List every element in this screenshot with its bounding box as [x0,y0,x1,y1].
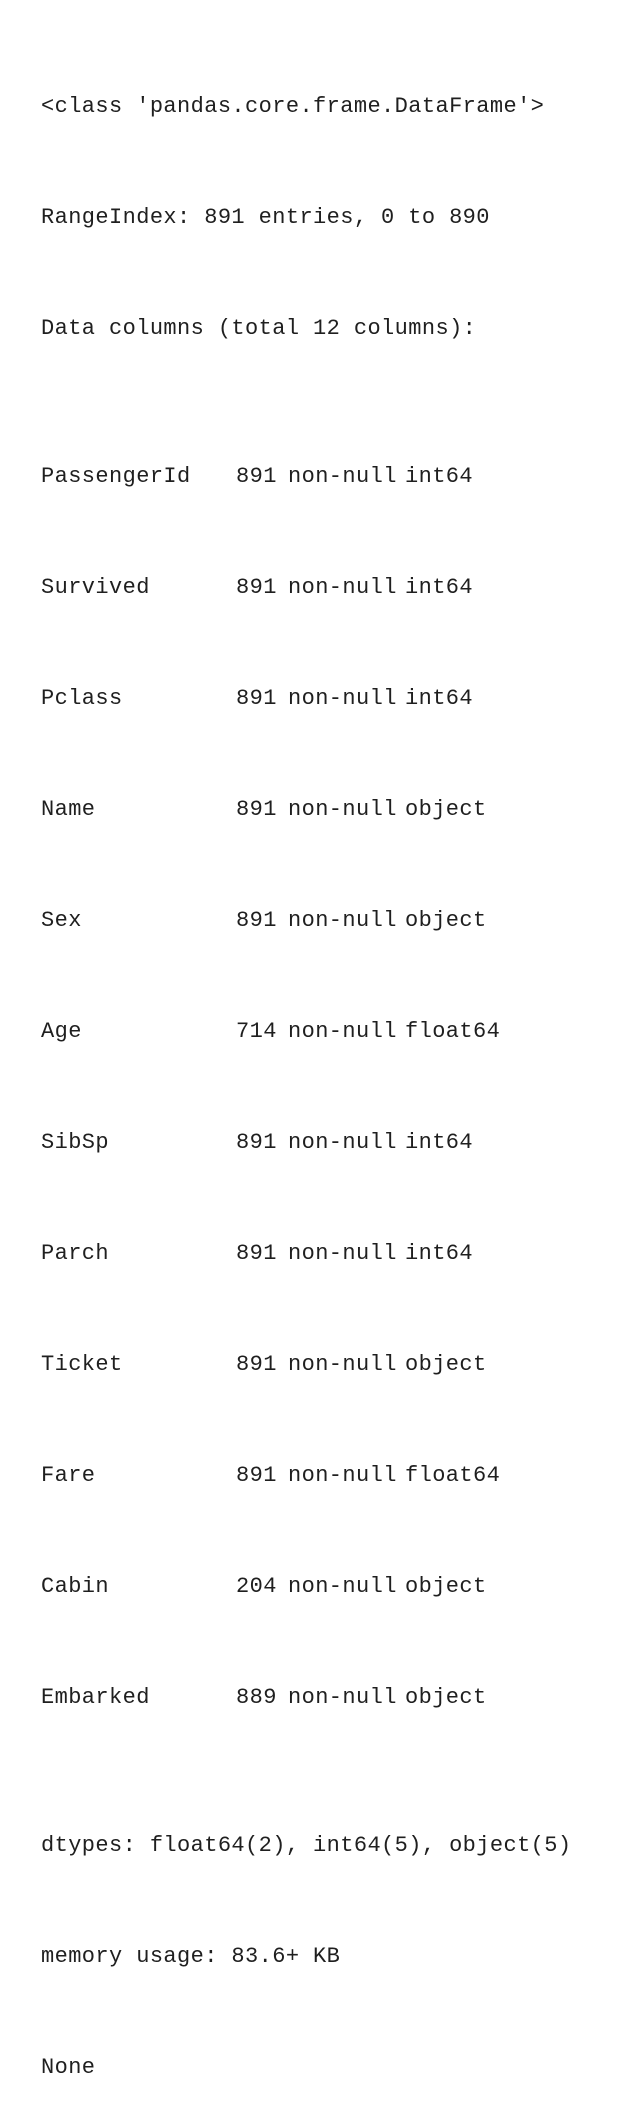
column-count: 714 [236,1019,277,1044]
column-name: Sex [41,908,82,933]
column-nullity: non-null [288,797,397,822]
column-nullity: non-null [288,1574,397,1599]
column-row [41,458,571,495]
column-row [41,902,571,939]
column-count: 891 [236,464,277,489]
column-name: Embarked [41,1685,150,1710]
column-row [41,1346,571,1383]
column-count: 891 [236,686,277,711]
column-count: 891 [236,1463,277,1488]
column-name: Age [41,1019,82,1044]
column-count: 891 [236,1130,277,1155]
column-row [41,791,571,828]
column-row [41,1235,571,1272]
column-dtype: float64 [405,1463,501,1488]
column-row [41,1013,571,1050]
column-nullity: non-null [288,1241,397,1266]
dtypes-summary-line: dtypes: float64(2), int64(5), object(5) [41,1833,572,1858]
column-count: 891 [236,1241,277,1266]
column-name: Parch [41,1241,110,1266]
column-name: Cabin [41,1574,110,1599]
column-nullity: non-null [288,908,397,933]
column-count: 891 [236,797,277,822]
column-name: Fare [41,1463,96,1488]
return-value-line: None [41,2055,96,2080]
column-dtype: float64 [405,1019,501,1044]
memory-usage-line: memory usage: 83.6+ KB [41,1944,341,1969]
column-name: SibSp [41,1130,110,1155]
data-columns-line: Data columns (total 12 columns): [41,316,477,341]
column-dtype: object [405,1685,487,1710]
column-nullity: non-null [288,575,397,600]
column-dtype: object [405,1574,487,1599]
column-count: 891 [236,908,277,933]
column-count: 891 [236,1352,277,1377]
column-count: 204 [236,1574,277,1599]
column-dtype: int64 [405,575,474,600]
column-nullity: non-null [288,1130,397,1155]
column-row [41,569,571,606]
column-row [41,1568,571,1605]
column-nullity: non-null [288,686,397,711]
column-row [41,1679,571,1716]
column-row [41,1124,571,1161]
column-dtype: int64 [405,1241,474,1266]
class-line: <class 'pandas.core.frame.DataFrame'> [41,94,545,119]
column-dtype: int64 [405,464,474,489]
column-nullity: non-null [288,464,397,489]
column-count: 891 [236,575,277,600]
column-nullity: non-null [288,1019,397,1044]
column-nullity: non-null [288,1463,397,1488]
column-dtype: object [405,908,487,933]
column-count: 889 [236,1685,277,1710]
column-name: Name [41,797,96,822]
column-dtype: int64 [405,1130,474,1155]
dataframe-info-output [41,14,571,2123]
column-name: Ticket [41,1352,123,1377]
column-row [41,1457,571,1494]
column-dtype: object [405,1352,487,1377]
column-dtype: int64 [405,686,474,711]
column-name: PassengerId [41,464,191,489]
column-nullity: non-null [288,1352,397,1377]
range-index-line: RangeIndex: 891 entries, 0 to 890 [41,205,490,230]
column-dtype: object [405,797,487,822]
column-row [41,680,571,717]
column-name: Pclass [41,686,123,711]
column-name: Survived [41,575,150,600]
column-nullity: non-null [288,1685,397,1710]
